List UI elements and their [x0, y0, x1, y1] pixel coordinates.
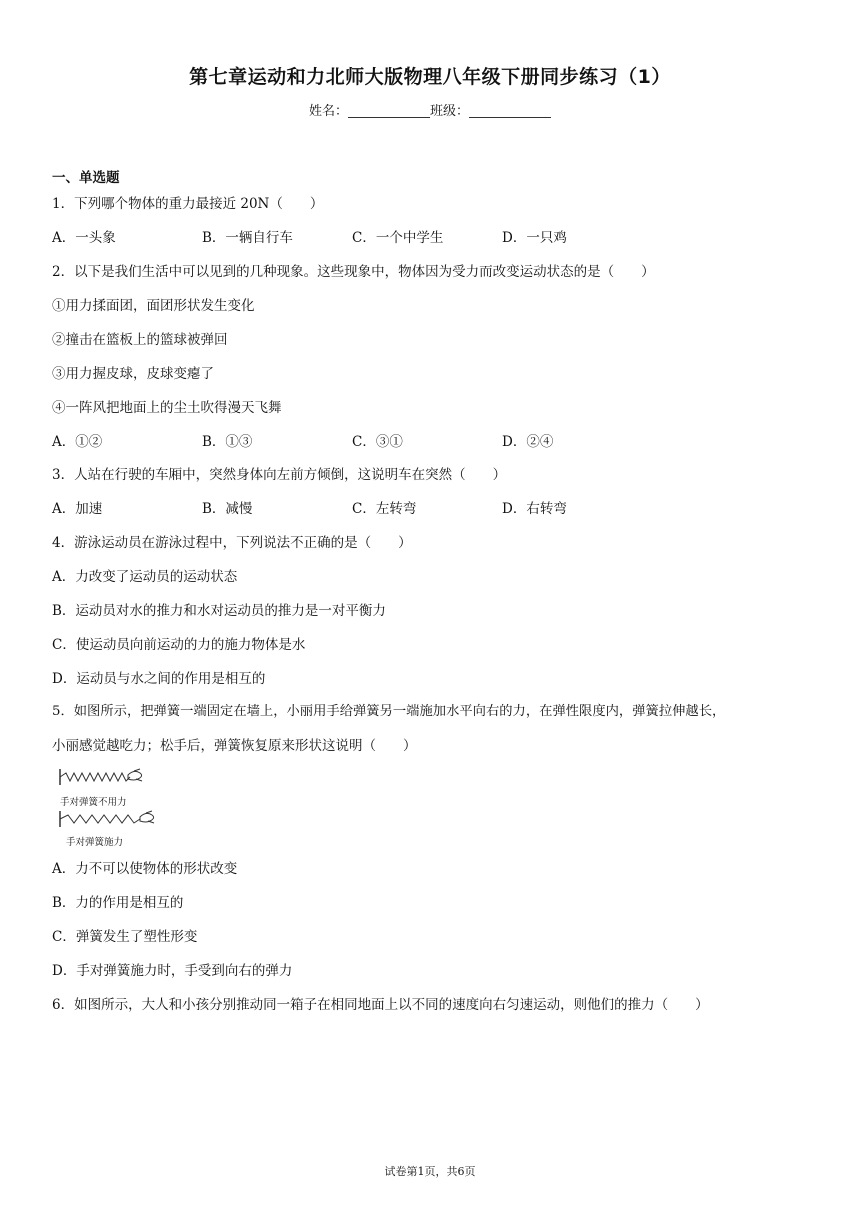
q3-option-c: C．左转弯 — [352, 501, 417, 517]
q2-item-4: ④一阵风把地面上的尘土吹得漫天飞舞 — [52, 400, 282, 416]
q5-option-c: C．弹簧发生了塑性形变 — [52, 929, 198, 945]
name-label: 姓名： — [308, 104, 348, 119]
q2-option-c: C．③① — [352, 434, 403, 450]
section-title: 一、单选题 — [52, 170, 120, 186]
q5-option-a: A．力不可以使物体的形状改变 — [52, 861, 238, 877]
name-blank — [348, 103, 430, 118]
q4-option-c: C．使运动员向前运动的力的施力物体是水 — [52, 637, 306, 653]
q2-option-b: B．①③ — [202, 434, 253, 450]
q3-option-b: B．减慢 — [202, 501, 253, 517]
q1-option-d: D．一只鸡 — [502, 230, 567, 246]
q4-option-d: D．运动员与水之间的作用是相互的 — [52, 671, 266, 687]
q5-option-b: B．力的作用是相互的 — [52, 895, 184, 911]
q4-option-a: A．力改变了运动员的运动状态 — [52, 569, 238, 585]
q1-option-b: B．一辆自行车 — [202, 230, 293, 246]
q2-option-a: A．①② — [52, 434, 103, 450]
q1-option-c: C．一个中学生 — [352, 230, 444, 246]
q1-option-a: A．一头象 — [52, 230, 116, 246]
q2-item-1: ①用力揉面团，面团形状发生变化 — [52, 298, 255, 314]
q5-stem-line2: 小丽感觉越吃力；松手后，弹簧恢复原来形状这说明（ ） — [52, 738, 417, 754]
student-info — [0, 100, 860, 119]
q6-stem: 6．如图所示，大人和小孩分别推动同一箱子在相同地面上以不同的速度向右匀速运动，则他们的推力（ ） — [52, 997, 709, 1013]
q3-option-d: D．右转弯 — [502, 501, 567, 517]
spring-figure — [58, 767, 168, 847]
q4-stem: 4．游泳运动员在游泳过程中，下列说法不正确的是（ ） — [52, 535, 412, 551]
q2-item-3: ③用力握皮球，皮球变瘪了 — [52, 366, 214, 382]
figure-caption-stretched: 手对弹簧施力 — [66, 837, 124, 848]
q2-stem: 2．以下是我们生活中可以见到的几种现象。这些现象中，物体因为受力而改变运动状态的是（ ） — [52, 264, 655, 280]
page-footer: 试卷第1页，共6页 — [384, 1165, 476, 1178]
q1-stem: 1．下列哪个物体的重力最接近 20N（ ） — [52, 196, 324, 212]
q2-option-d: D．②④ — [502, 434, 554, 450]
figure-caption-relaxed: 手对弹簧不用力 — [60, 797, 127, 808]
q4-option-b: B．运动员对水的推力和水对运动员的推力是一对平衡力 — [52, 603, 386, 619]
q2-item-2: ②撞击在篮板上的篮球被弹回 — [52, 332, 228, 348]
q5-stem-line1: 5．如图所示，把弹簧一端固定在墙上，小丽用手给弹簧另一端施加水平向右的力，在弹性限度内，弹簧拉伸越长， — [52, 704, 726, 719]
q3-option-a: A．加速 — [52, 501, 103, 517]
page-title: 第七章运动和力北师大版物理八年级下册同步练习（1） — [189, 66, 671, 88]
q5-option-d: D．手对弹簧施力时，手受到向右的弹力 — [52, 963, 293, 979]
class-blank — [469, 103, 551, 118]
q3-stem: 3．人站在行驶的车厢中，突然身体向左前方倾倒，这说明车在突然（ ） — [52, 467, 507, 483]
class-label: 班级： — [430, 104, 470, 119]
